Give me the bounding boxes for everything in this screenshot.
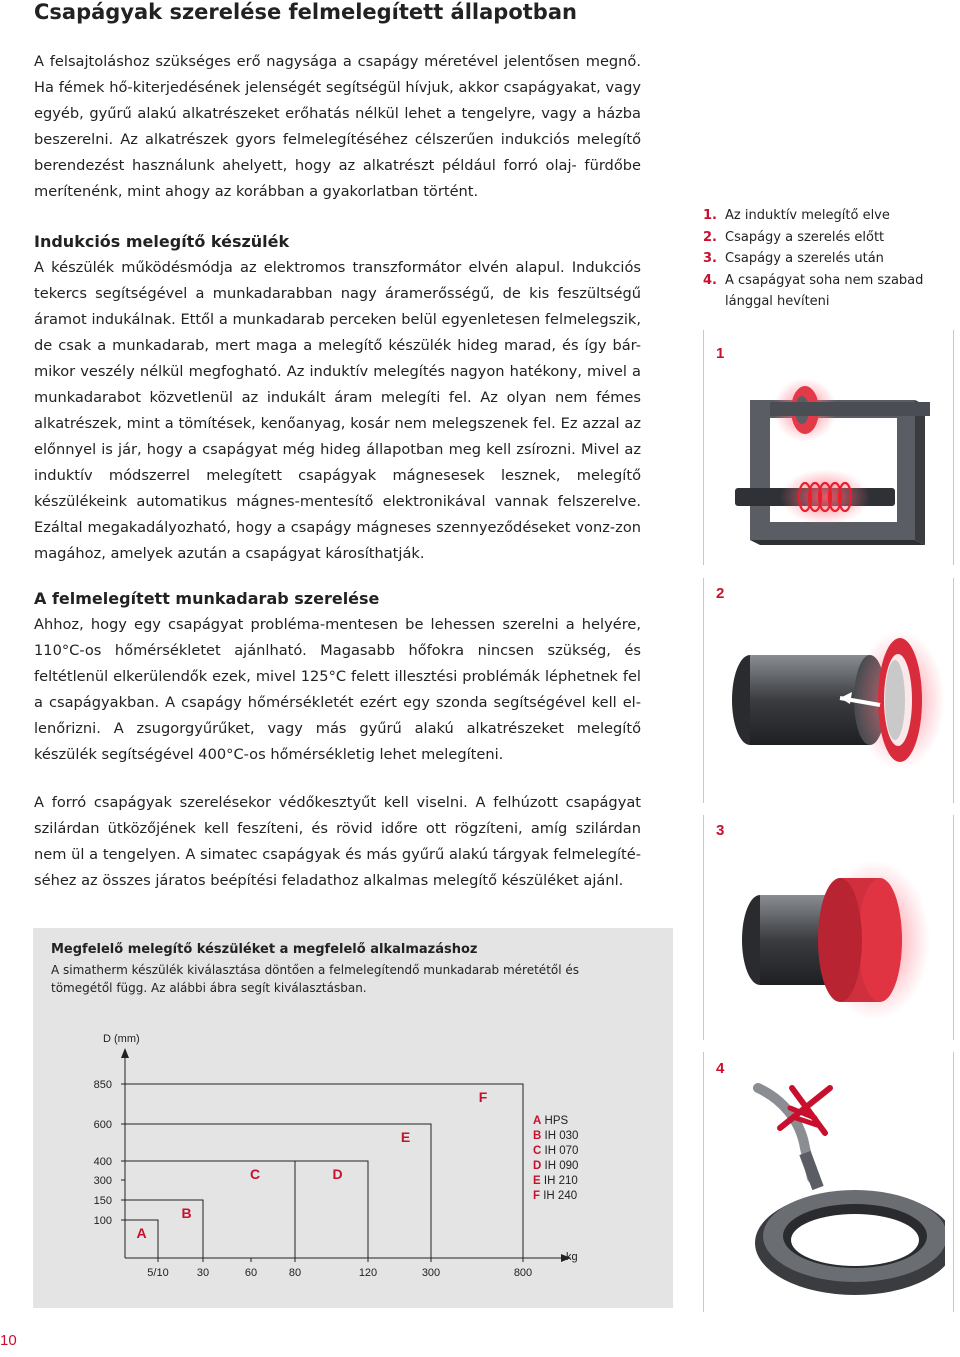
legend-item — [533, 1159, 578, 1174]
section-induction-text: A készülék működésmódja az elektromos transzformátor elvén alapul. Indukciós tekercs segítségével a munkadarabban nagy áramerősségű, de kis feszültségű áramot indukálnak. Ettől a munkadarab perceken belül egyenletesen felmelegszik, de csak a munkadarab, mert maga a melegítő készülék hideg marad, és így bár-mikor veszély nélkül megfogható. Az induktív melegítés nagyon hatékony, mivel a munkadarabot közvetlenül az indukált áram melegíti fel. Az olyan nem fémes alkatrészek, mint a tömítések, kenőanyag, kosár nem melegszenek fel. Ez azzal az előnnyel is jár, hogy a csapágyat még hideg állapotban meg kell zsírozni. Mivel az induktív módszerrel melegített csapágyak mágnesesek lesznek, melegítő készülékeink automatikus mágnes-mentesítő elektronikával vannak felszerelve. Ezáltal megakadályozható, hogy a csapágy mágneses szennyeződéseket vonz-zon magához, amelyek azután a csapágyat károsíthatják. — [34, 259, 641, 562]
box-title: Megfelelő melegítő készüléket a megfelelő alkalmazáshoz — [51, 942, 478, 957]
figure-4-label: 4 — [716, 1060, 725, 1077]
region-boundary-c — [125, 1161, 295, 1258]
x-tick-label: 120 — [358, 1267, 378, 1279]
y-axis-label: D (mm) — [103, 1033, 140, 1045]
figure-2-label: 2 — [716, 585, 725, 602]
legend-item — [533, 1174, 578, 1189]
y-tick-label: 850 — [93, 1079, 112, 1091]
legend-value: IH 030 — [544, 1130, 579, 1142]
bearing-after-mounting-illustration — [720, 840, 945, 1035]
figure-captions — [703, 205, 953, 313]
legend-key: C — [533, 1145, 542, 1157]
chart-legend — [533, 1114, 578, 1204]
region-boundary-f — [125, 1084, 523, 1258]
legend-key: B — [533, 1130, 542, 1142]
legend-key: D — [533, 1160, 542, 1172]
region-boundary-e — [125, 1124, 431, 1258]
page-number: 10 — [0, 1332, 17, 1349]
x-tick-label: 300 — [421, 1267, 441, 1279]
legend-value: IH 070 — [544, 1145, 579, 1157]
section-mounting-body — [34, 612, 641, 768]
legend-key: F — [533, 1190, 541, 1202]
caption-item — [703, 227, 953, 249]
legend-item — [533, 1144, 578, 1159]
y-tick-label: 400 — [93, 1156, 112, 1168]
y-tick-label: 100 — [93, 1215, 112, 1227]
region-label-d: D — [332, 1166, 343, 1182]
device-selection-box — [33, 928, 673, 1308]
y-tick-label: 150 — [93, 1195, 112, 1207]
y-tick-label: 600 — [93, 1119, 112, 1131]
figure-divider — [703, 578, 704, 803]
box-text: A simatherm készülék kiválasztása döntően a felmelegítendő munkadarab méretétől és tömegétől függ. Az alábbi ábra segít kiválasztásban. — [51, 963, 580, 995]
figure-3-label: 3 — [716, 822, 725, 839]
caption-number: 4. — [703, 272, 717, 288]
region-label-e: E — [400, 1129, 411, 1145]
figure-divider — [703, 815, 704, 1040]
x-tick-label: 80 — [288, 1267, 302, 1279]
x-tick-label: 5/10 — [147, 1267, 169, 1279]
y-tick-label: 300 — [93, 1175, 112, 1187]
no-flame-heating-illustration — [720, 1058, 945, 1308]
legend-item — [533, 1114, 578, 1129]
figure-divider — [953, 330, 954, 565]
legend-value: IH 240 — [543, 1190, 578, 1202]
legend-value: HPS — [544, 1115, 569, 1127]
section-mounting-text-2: A forró csapágyak szerelésekor védőkesztyűt kell viselni. A felhúzott csapágyat szilárdan ütközőjének kell feszíteni, és rövid időre ott rögzíteni, amíg szilárdan nem ül a tengelyen. A simatec csapágyak és más gyűrű alakú tárgyak felmelegíté-séhez az összes járatos beépítési feladathoz alkalmas melegítő készüléket ajánl. — [34, 794, 641, 889]
caption-label: A csapágyat soha nem szabad lánggal hevíteni — [725, 272, 924, 309]
intro-paragraph — [34, 49, 641, 205]
figure-1-label: 1 — [716, 345, 725, 362]
caption-item — [703, 270, 953, 313]
x-axis-label: kg — [566, 1251, 578, 1263]
section-mounting-body-2 — [34, 790, 641, 894]
x-tick-label: 60 — [244, 1267, 258, 1279]
legend-key: A — [533, 1115, 542, 1127]
caption-number: 3. — [703, 251, 717, 266]
section-mounting-text: Ahhoz, hogy egy csapágyat probléma-mentesen be lehessen szerelni a helyére, 110°C-os hőmérsékletet ajánlható. Magasabb hőfokra nincsen szükség, és feltétlenül elkerülendők ezek, mivel 125°C felett illesztési problémák léphetnek fel a csapágyakban. A csapágy hőmérsékletét ezért egy szonda segítségével kell el-lenőrizni. A zsugorgyűrűket, vagy más gyűrű alakú alkatrészeket melegítő készülék segítségével 400°C-os hőmérsékletig lehet melegíteni. — [34, 616, 641, 763]
x-tick-label: 30 — [196, 1267, 210, 1279]
caption-label: Az induktív melegítő elve — [725, 208, 890, 223]
region-label-c: C — [249, 1166, 261, 1182]
region-label-a: A — [136, 1225, 147, 1241]
induction-heater-illustration — [720, 360, 945, 560]
caption-item — [703, 248, 953, 270]
chart-axes — [121, 1048, 571, 1262]
figure-divider — [703, 330, 704, 565]
figure-divider — [953, 1052, 954, 1312]
caption-label: Csapágy a szerelés után — [725, 251, 884, 266]
bearing-before-mounting-illustration — [720, 600, 945, 800]
figure-divider — [953, 815, 954, 1040]
caption-label: Csapágy a szerelés előtt — [725, 229, 885, 245]
legend-value: IH 210 — [543, 1175, 578, 1187]
section-induction-body — [34, 255, 641, 567]
section-heading-induction: Indukciós melegítő készülék — [34, 232, 290, 251]
caption-item — [703, 205, 953, 227]
legend-item — [533, 1189, 578, 1204]
legend-value: IH 090 — [544, 1160, 579, 1172]
figure-divider — [703, 1052, 704, 1312]
legend-key: E — [533, 1175, 541, 1187]
section-heading-mounting: A felmelegített munkadarab szerelése — [34, 589, 380, 608]
x-tick-label: 800 — [513, 1267, 533, 1279]
legend-item — [533, 1129, 578, 1144]
caption-number: 2. — [703, 229, 717, 245]
caption-number: 1. — [703, 208, 717, 223]
figure-divider — [953, 578, 954, 803]
intro-text: A felsajtoláshoz szükséges erő nagysága a csapágy méretével jelentősen megnő. Ha fémek hő-kiterjedésének jelenségét segítségül hívjuk, akkor csapágyakat, vagy egyéb, gyűrű alakú alkatrészeket erőhatás nélkül lehet a tengelyre, vagy a házba beszerelni. Az alkatrészek gyors felmelegítéséhez célszerűen indukciós melegítő berendezést használunk ahelyett, hogy az alkatrészt például forró olaj- fürdőbe merítenénk, mint ahogy az korábban a gyakorlatban történt. — [34, 53, 641, 200]
region-label-b: B — [181, 1205, 192, 1221]
region-label-f: F — [478, 1089, 488, 1105]
page-title: Csapágyak szerelése felmelegített állapotban — [34, 0, 577, 24]
